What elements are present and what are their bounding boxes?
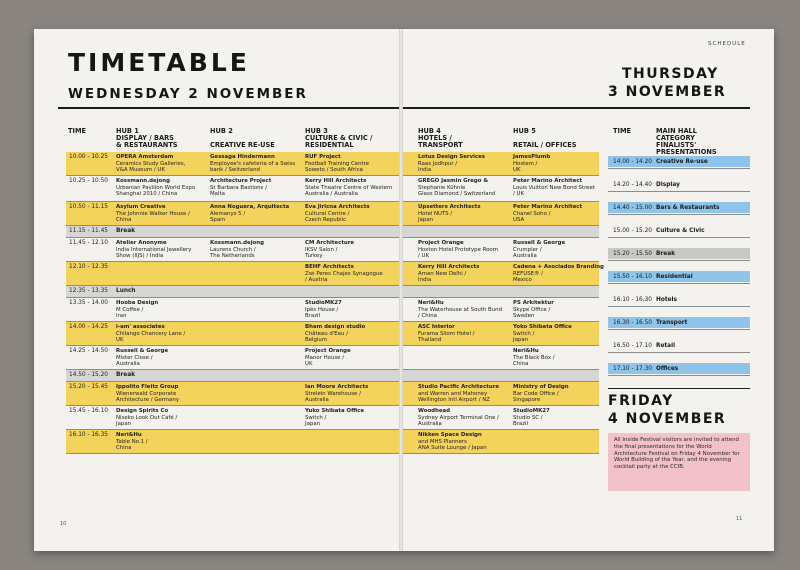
cell-h3: Château d'Eau /	[305, 330, 348, 337]
day-heading-wednesday: WEDNESDAY 2 NOVEMBER	[68, 86, 308, 102]
cell-h5: UK	[513, 167, 521, 174]
schedule-divider	[608, 260, 750, 261]
sched-header-main-hall: MAIN HALL	[656, 127, 697, 135]
cell-h1: UK	[116, 337, 124, 344]
cell-h4: Furama Silom Hotel /	[418, 330, 475, 337]
col-header-time: TIME	[68, 127, 87, 135]
cell-h4: / UK	[418, 253, 430, 260]
schedule-divider	[608, 237, 750, 238]
row-divider	[403, 345, 599, 346]
cell-h4: Japan	[418, 217, 434, 224]
sched-header-main-hall: FINALISTS'	[656, 141, 697, 149]
cell-h4: Neri&Hu	[418, 300, 444, 306]
cell-h3: Ipês House /	[305, 306, 339, 313]
row-time: 15.45 - 16.10	[69, 408, 108, 414]
col-header-hub1: HUB 1	[116, 127, 139, 135]
cell-h4: India	[418, 277, 432, 284]
schedule-category: Creative Re-use	[656, 158, 708, 165]
title-rule-right	[403, 107, 750, 109]
cell-h4: Raas Jodhpur /	[418, 160, 458, 167]
cell-h1: Asylum Creative	[116, 204, 166, 210]
cell-h4: Project Orange	[418, 240, 464, 246]
cell-h2: Malta	[210, 191, 225, 198]
schedule-category: Transport	[656, 319, 688, 326]
cell-h3: BEHF Architects	[305, 264, 354, 270]
cell-h5: Peter Marino Architect	[513, 204, 583, 210]
cell-h1: Mister Close /	[116, 354, 153, 361]
cell-h5: Louis Vuitton New Bond Street	[513, 184, 595, 191]
col-header-hub2: HUB 2	[210, 127, 233, 135]
cell-h1: Urbanian Pavilion World Expo	[116, 184, 196, 191]
schedule-divider	[608, 375, 750, 376]
cell-h3: Eva Jiricna Architects	[305, 204, 370, 210]
cell-h1: Design Spirits Co	[116, 408, 169, 414]
cell-h4: / China	[418, 313, 437, 320]
cell-h5: The Black Box /	[513, 354, 555, 361]
day-heading-thursday-1: THURSDAY	[622, 66, 719, 82]
schedule-category: Retail	[656, 342, 676, 349]
cell-h3: Bham design studio	[305, 324, 366, 330]
sched-header-main-hall: PRESENTATIONS	[656, 148, 717, 156]
schedule-time: 14.40 - 15.00	[613, 204, 652, 211]
row-time: 10.25 - 10.50	[69, 178, 108, 184]
cell-h4: Nikken Space Design	[418, 432, 482, 438]
col-header-hub5: RETAIL / OFFICES	[513, 141, 577, 149]
schedule-category: Residential	[656, 273, 693, 280]
cell-h1: Chilango Chancery Lane /	[116, 330, 186, 337]
cell-h4: Woodhead	[418, 408, 451, 414]
page-title: TIMETABLE	[68, 48, 250, 77]
day-heading-friday-1: FRIDAY	[608, 393, 674, 409]
cell-h5: REFUSE® /	[513, 270, 543, 277]
cell-h3: Cultural Centre /	[305, 210, 350, 217]
cell-h3: Soweto / South Africa	[305, 167, 363, 174]
cell-h4: Lotus Design Services	[418, 154, 486, 160]
sched-header-main-hall: CATEGORY	[656, 134, 695, 142]
cell-h5: Mexico	[513, 277, 532, 284]
schedule-time: 16.50 - 17.10	[613, 342, 652, 349]
cell-h5: China	[513, 361, 529, 368]
cell-h1: M Coffee /	[116, 306, 144, 313]
cell-h4: and Warren and Mahoney	[418, 390, 488, 397]
cell-h5: StudioMK27	[513, 408, 550, 414]
col-header-hub3: CULTURE & CIVIC /	[305, 134, 373, 142]
cell-h3: Turkey	[305, 253, 323, 260]
cell-h5: Australia	[513, 253, 537, 260]
cell-h1: Table No.1 /	[116, 438, 148, 445]
col-header-hub4: HOTELS /	[418, 134, 452, 142]
cell-h1: Wienerwald Corporate	[116, 390, 177, 397]
cell-h4: The Waterhouse at South Bund	[418, 306, 503, 313]
cell-h4: Wellington Intl Airport / NZ	[418, 397, 490, 404]
cell-h4: GREGO Jasmin Grego &	[418, 178, 489, 184]
cell-h3: Zwi Peres Chajes Synagogue	[305, 270, 383, 277]
cell-h3: Yuko Shibata Office	[305, 408, 364, 414]
schedule-category: Break	[656, 250, 675, 257]
cell-h3: Kerry Hill Architects	[305, 178, 367, 184]
cell-h5: Brazil	[513, 421, 529, 428]
cell-h3: Brazil	[305, 313, 321, 320]
cell-h4: Hotel NUTS /	[418, 210, 453, 217]
row-time: 14.50 - 15.20	[69, 372, 108, 378]
row-time: 10.50 - 11.15	[69, 204, 108, 210]
cell-h5: Crumpler /	[513, 246, 542, 253]
col-header-hub4: HUB 4	[418, 127, 441, 135]
schedule-divider	[608, 214, 750, 215]
row-time: 12.35 - 13.35	[69, 288, 108, 294]
page-number-left: 10	[60, 521, 67, 527]
cell-h1: OPERA Amsterdam	[116, 154, 174, 160]
cell-h5: Singapore	[513, 397, 541, 404]
schedule-divider	[608, 306, 750, 307]
cell-h1: Kossmann.dejong	[116, 178, 170, 184]
cell-h1: China	[116, 217, 132, 224]
cell-h5: Sweden	[513, 313, 535, 320]
section-label: SCHEDULE	[708, 41, 746, 47]
cell-h3: Japan	[305, 421, 321, 428]
schedule-time: 15.50 - 16.10	[613, 273, 652, 280]
row-time: 14.00 - 14.25	[69, 324, 108, 330]
cell-h2: bank / Switzerland	[210, 167, 260, 174]
cell-h3: State Theatre Centre of Western	[305, 184, 393, 191]
cell-h5: Skype Office /	[513, 306, 551, 313]
row-divider	[66, 297, 399, 298]
schedule-time: 14.20 - 14.40	[613, 181, 652, 188]
cell-h3: / Austria	[305, 277, 328, 284]
schedule-divider	[608, 168, 750, 169]
cell-h2: Spain	[210, 217, 226, 224]
cell-h1: India International Jewellery	[116, 246, 192, 253]
cell-h2: Laurens Church /	[210, 246, 256, 253]
cell-h4: Glass Diamond / Switzerland	[418, 191, 496, 198]
cell-h5: / UK	[513, 191, 525, 198]
cell-h4: Kerry Hill Architects	[418, 264, 480, 270]
break-label: Break	[116, 228, 135, 234]
row-divider	[403, 175, 599, 176]
col-header-hub3: RESIDENTIAL	[305, 141, 354, 149]
cell-h1: Iran	[116, 313, 127, 320]
cell-h4: Aman New Delhi /	[418, 270, 467, 277]
cell-h5: PS Arkitektur	[513, 300, 554, 306]
day-heading-thursday-2: 3 NOVEMBER	[608, 84, 727, 100]
cell-h5: Japan	[513, 337, 529, 344]
cell-h4: Upsetters Architects	[418, 204, 481, 210]
cell-h1: China	[116, 445, 132, 452]
cell-h4: Studio Pacific Architecture	[418, 384, 500, 390]
row-divider	[66, 237, 399, 238]
row-band-right	[403, 226, 599, 237]
schedule-time: 16.10 - 16.30	[613, 296, 652, 303]
row-divider	[403, 297, 599, 298]
cell-h5: Ministry of Design	[513, 384, 569, 390]
col-header-hub4: TRANSPORT	[418, 141, 463, 149]
cell-h5: USA	[513, 217, 525, 224]
cell-h1: i-am' associates	[116, 324, 165, 330]
row-time: 12.10 - 12.35	[69, 264, 108, 270]
schedule-time: 15.20 - 15.50	[613, 250, 652, 257]
cell-h3: Strelein Warehouse /	[305, 390, 361, 397]
cell-h1: Show (IIJS) / India	[116, 253, 164, 260]
cell-h1: Ceramics Study Galleries,	[116, 160, 186, 167]
cell-h4: ANA Suite Lounge / Japan	[418, 445, 487, 452]
cell-h2: Architecture Project	[210, 178, 272, 184]
col-header-hub3: HUB 3	[305, 127, 328, 135]
friday-note-text: All Inside Festival visitors are invited to attend the final presentations for the World Architecture Festival on Friday 4 November for World Building of the Year, and the evening cocktail party at the CCIB.	[614, 437, 740, 471]
cell-h5: Cadena + Asociados Branding	[513, 264, 604, 270]
cell-h5: Russell & George	[513, 240, 566, 246]
cell-h1: Architecture / Germany	[116, 397, 180, 404]
row-time: 11.45 - 12.10	[69, 240, 108, 246]
cell-h3: UK	[305, 361, 313, 368]
row-time: 15.20 - 15.45	[69, 384, 108, 390]
cell-h4: and MHS Planners	[418, 438, 467, 445]
row-time: 11.15 - 11.45	[69, 228, 108, 234]
cell-h3: CM Architecture	[305, 240, 355, 246]
cell-h3: Australia / Australia	[305, 191, 358, 198]
cell-h4: Australia	[418, 421, 442, 428]
cell-h3: IKSV Salon /	[305, 246, 338, 253]
cell-h3: Manor House /	[305, 354, 345, 361]
col-header-hub1: DISPLAY / BARS	[116, 134, 174, 142]
row-divider	[403, 405, 599, 406]
schedule-category: Bars & Restaurants	[656, 204, 720, 211]
cell-h4: India	[418, 167, 432, 174]
cell-h1: The Johnnie Walker House /	[116, 210, 190, 217]
cell-h1: Neri&Hu	[116, 432, 142, 438]
cell-h5: Chanel Soho /	[513, 210, 551, 217]
cell-h3: Switch /	[305, 414, 327, 421]
col-header-hub5: HUB 5	[513, 127, 536, 135]
schedule-time: 16.30 - 16.50	[613, 319, 652, 326]
sched-header-time: TIME	[613, 127, 632, 135]
row-time: 13.35 - 14.00	[69, 300, 108, 306]
row-divider	[66, 405, 399, 406]
friday-rule	[608, 388, 750, 389]
cell-h4: Stephanie Kühnle	[418, 184, 466, 191]
cell-h1: Hooba Design	[116, 300, 159, 306]
cell-h5: Switch /	[513, 330, 535, 337]
cell-h3: RUF Project	[305, 154, 341, 160]
schedule-category: Display	[656, 181, 680, 188]
cell-h4: Sydney Airport Terminal One /	[418, 414, 499, 421]
row-time: 14.25 - 14.50	[69, 348, 108, 354]
row-time: 10.00 - 10.25	[69, 154, 108, 160]
row-divider	[66, 345, 399, 346]
title-rule-left	[58, 107, 399, 109]
cell-h3: Australia	[305, 397, 329, 404]
cell-h5: Studio SC /	[513, 414, 543, 421]
cell-h3: Football Training Centre	[305, 160, 370, 167]
cell-h4: ASC Interior	[418, 324, 455, 330]
cell-h2: St Barbara Bastions /	[210, 184, 267, 191]
row-divider	[403, 237, 599, 238]
row-divider	[66, 175, 399, 176]
cell-h2: Gessaga Hindermann	[210, 154, 275, 160]
schedule-time: 15.00 - 15.20	[613, 227, 652, 234]
cell-h3: Ian Moore Architects	[305, 384, 369, 390]
cell-h2: Alemanys 5 /	[210, 210, 246, 217]
cell-h5: Yoko Shibata Office	[513, 324, 572, 330]
break-label: Lunch	[116, 288, 136, 294]
cell-h2: Anna Noguera, Arquitecta	[210, 204, 290, 210]
schedule-category: Hotels	[656, 296, 677, 303]
col-header-hub1: & RESTAURANTS	[116, 141, 178, 149]
schedule-divider	[608, 352, 750, 353]
schedule-divider	[608, 329, 750, 330]
schedule-category: Culture & Civic	[656, 227, 705, 234]
schedule-time: 14.00 - 14.20	[613, 158, 652, 165]
cell-h1: Russell & George	[116, 348, 169, 354]
cell-h1: Atelier Anonyme	[116, 240, 167, 246]
cell-h1: Shanghai 2010 / China	[116, 191, 178, 198]
cell-h2: The Netherlands	[210, 253, 255, 260]
col-header-hub2: CREATIVE RE-USE	[210, 141, 275, 149]
cell-h1: Niseko Look Out Café /	[116, 414, 178, 421]
cell-h4: Thailand	[418, 337, 442, 344]
cell-h3: StudioMK27	[305, 300, 342, 306]
cell-h5: JamesPlumb	[513, 154, 551, 160]
break-label: Break	[116, 372, 135, 378]
cell-h1: Australia	[116, 361, 140, 368]
cell-h3: Belgium	[305, 337, 328, 344]
schedule-divider	[608, 283, 750, 284]
row-band-right	[403, 286, 599, 297]
cell-h3: Project Orange	[305, 348, 351, 354]
cell-h1: V&A Museum / UK	[116, 167, 165, 174]
cell-h5: Bar Code Office /	[513, 390, 559, 397]
cell-h5: Neri&Hu	[513, 348, 539, 354]
cell-h2: Employee's cafeteria of a Swiss	[210, 160, 296, 167]
row-divider	[403, 453, 599, 454]
cell-h4: Hoxton Hotel Prototype Room	[418, 246, 498, 253]
cell-h5: Hostem /	[513, 160, 538, 167]
cell-h2: Kossmann.dejong	[210, 240, 264, 246]
cell-h5: Peter Marino Architect	[513, 178, 583, 184]
row-time: 16.10 - 16.35	[69, 432, 108, 438]
page-number-right: 11	[736, 516, 743, 522]
schedule-time: 17.10 - 17.30	[613, 365, 652, 372]
schedule-category: Offices	[656, 365, 679, 372]
schedule-divider	[608, 191, 750, 192]
row-band-right	[403, 370, 599, 381]
row-divider	[66, 453, 399, 454]
cell-h3: Czech Republic	[305, 217, 347, 224]
cell-h1: Ippolito Fleitz Group	[116, 384, 179, 390]
cell-h1: Japan	[116, 421, 132, 428]
day-heading-friday-2: 4 NOVEMBER	[608, 411, 727, 427]
